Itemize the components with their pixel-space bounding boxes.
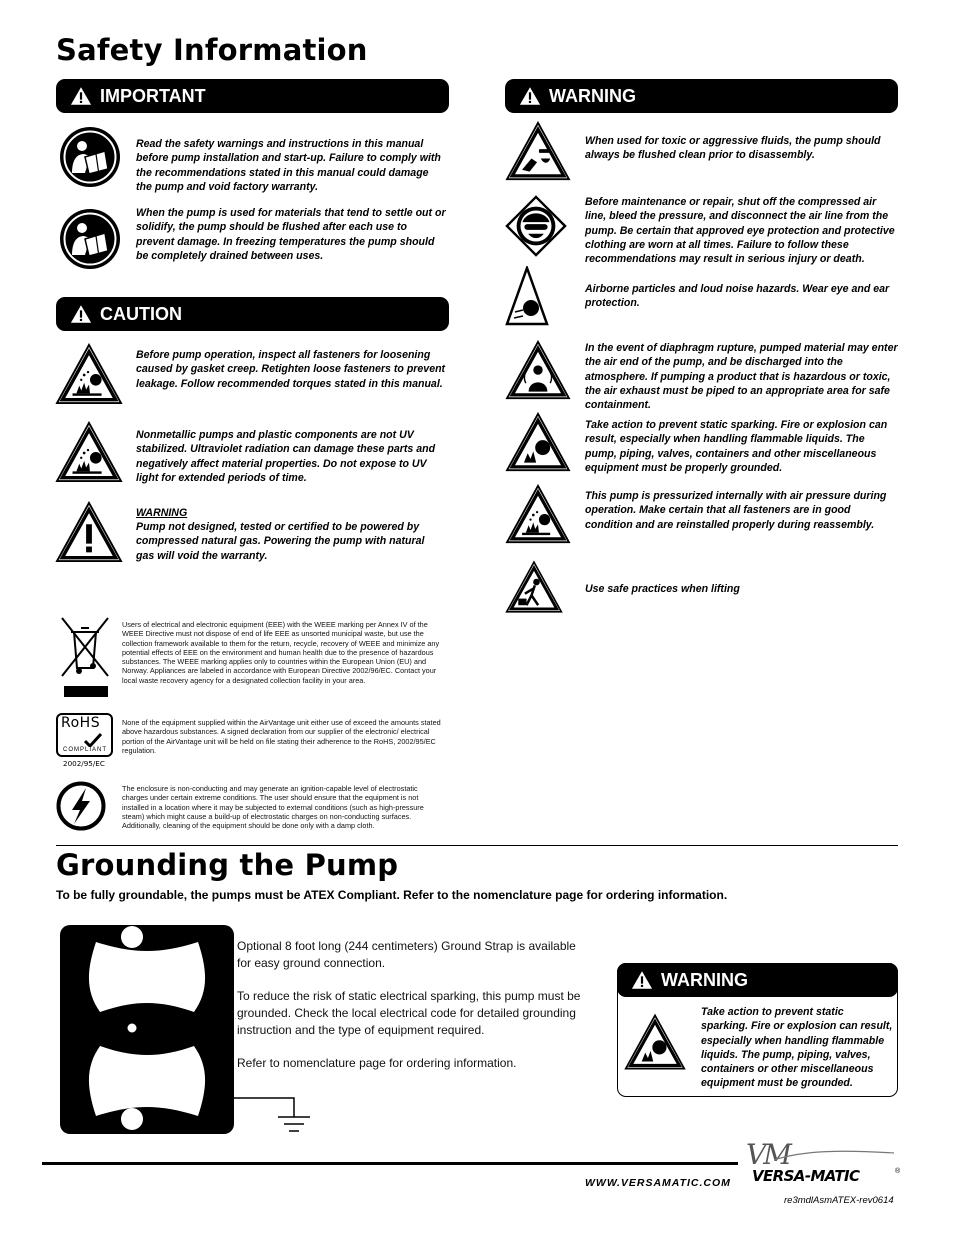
caution-note-1: Before pump operation, inspect all fasteners for loosening caused by gasket creep. Retighten loose fasteners to prevent leakage. Follow recommended torques stated in this manual.	[136, 349, 446, 390]
enclosure-text: The enclosure is non-conducting and may generate an ignition-capable level of electrostatic charges under certain extreme conditions. The user should ensure that the equipment is not installed in a location where it may be subjected to external conditions (such as high-pressure steam) which might cause a build-up of electrostatic charges on non-conducting surfaces. Additionally, cleaning of the equipment should be done only with a damp cloth.	[122, 784, 424, 831]
rohs-text: None of the equipment supplied within the AirVantage unit either use of exceed the amounts stated above hazardous substances. A signed declaration from our supplier of the electronic/ electrical portion of the AirVantage unit will be held on file stating their adherence to the RoHS, 2002/95/EC regulation.	[122, 718, 441, 755]
checkmark-icon	[84, 733, 102, 747]
grounding-warning-banner	[617, 963, 898, 997]
lightning-icon	[56, 781, 106, 831]
warning-triangle-icon	[70, 304, 92, 324]
important-note-1: Read the safety warnings and instructions in this manual before pump installation and start-up. Failure to comply with the recommendations stated in this manual could damage the pump and void factory warranty.	[136, 138, 441, 193]
warning-note-2: Before maintenance or repair, shut off the compressed air line, bleed the pressure, and disconnect the air line from the pump. Be certain that approved eye protection and protective clothing are worn at all times. Failure to follow these recommendations may result in serious injury or death.	[585, 196, 895, 266]
footer-rule	[42, 1162, 738, 1165]
grounding-title: Grounding the Pump	[56, 848, 399, 882]
nomenclature-text: Refer to nomenclature page for ordering information.	[237, 1056, 517, 1070]
warning-triangle-icon	[631, 970, 653, 990]
logo-brand: VERSA-MATIC	[752, 1167, 860, 1185]
important-banner	[56, 79, 449, 113]
warning-triangle-icon	[70, 86, 92, 106]
grounding-warning-label: WARNING	[661, 969, 748, 990]
rohs-logo-icon	[56, 713, 113, 757]
logo-monogram: VM	[746, 1138, 789, 1171]
eye-ear-protection-icon	[505, 266, 549, 326]
static-spark-icon	[505, 412, 571, 472]
rohs-logo-text: RoHS	[61, 715, 101, 731]
warning-note-5: Take action to prevent static sparking. Fire or explosion can result, especially when handling flammable liquids. The pump, piping, valves, containers and other miscellaneous equipment must be properly grounded.	[585, 419, 888, 474]
logo-registered: ®	[895, 1168, 901, 1175]
logo-swoosh	[774, 1148, 896, 1164]
gas-warning-heading: WARNING	[136, 507, 188, 519]
versamatic-logo	[744, 1140, 904, 1192]
protective-gear-icon	[505, 195, 567, 257]
warning-note-6: This pump is pressurized internally with air pressure during operation. Make certain that all fasteners are in good condition and are reinstalled properly during reassembly.	[585, 490, 887, 531]
caution-note-2: Nonmetallic pumps and plastic components are not UV stabilized. Ultraviolet radiation can damage these parts and negatively affect material properties. Do not expose to UV light for extended periods of time.	[136, 429, 436, 484]
doc-code: re3mdlAsmATEX-rev0614	[784, 1195, 894, 1206]
warning-label: WARNING	[549, 85, 636, 106]
read-manual-icon	[58, 125, 122, 189]
caution-label: CAUTION	[100, 303, 182, 324]
weee-text: Users of electrical and electronic equipment (EEE) with the WEEE marking per Annex IV of the WEEE Directive must not dispose of end of life EEE as unsorted municipal waste, but use the collection framework available to them for the return, recycle, recovery of WEEE and minimize any potential effects of EEE on the environment and human health due to the presence of hazardous substances. The WEEE marking applies only to countries within the European Union (EU) and Norway. Appliances are labeled in accordance with European Directive 2002/96/EC. Contact your local waste recovery agency for a designated collection facility in your area.	[122, 620, 440, 685]
exclamation-triangle-icon	[55, 501, 123, 563]
hazard-triangle-icon	[55, 343, 123, 405]
rohs-directive: 2002/95/EC	[63, 759, 105, 768]
footer-url: WWW.VERSAMATIC.COM	[585, 1177, 731, 1189]
gas-warning-text: Pump not designed, tested or certified to be powered by compressed natural gas. Powering the pump with natural gas will void the warranty.	[136, 521, 425, 562]
hazard-triangle-icon	[55, 421, 123, 483]
important-label: IMPORTANT	[100, 85, 206, 106]
diaphragm-rupture-icon	[505, 340, 571, 400]
warning-note-1: When used for toxic or aggressive fluids, the pump should always be flushed clean prior to disassembly.	[585, 135, 881, 162]
page-title: Safety Information	[56, 33, 368, 67]
warning-banner	[505, 79, 898, 113]
hazard-triangle-icon	[505, 484, 571, 544]
grounding-subtitle: To be fully groundable, the pumps must be ATEX Compliant. Refer to the nomenclature page for ordering information.	[56, 888, 728, 902]
warning-note-3: Airborne particles and loud noise hazards. Wear eye and ear protection.	[585, 283, 890, 310]
ground-strap-text: Optional 8 foot long (244 centimeters) Ground Strap is available for easy ground connection.	[237, 939, 576, 970]
warning-note-4: In the event of diaphragm rupture, pumped material may enter the air end of the pump, and be discharged into the atmosphere. If pumping a product that is hazardous or toxic, the air exhaust must be piped to an appropriate area for safe containment.	[585, 342, 898, 412]
grounding-warning-text: Take action to prevent static sparking. Fire or explosion can result, especially when handling flammable liquids. The pump, piping, valves, containers or other miscellaneous equipment must be grounded.	[701, 1006, 893, 1090]
safe-lifting-icon	[505, 557, 563, 617]
weee-bin-icon	[60, 616, 110, 698]
rohs-compliant: COMPLIANT	[62, 747, 107, 753]
warning-triangle-icon	[519, 86, 541, 106]
caution-banner	[56, 297, 449, 331]
read-manual-icon	[58, 207, 122, 271]
warning-note-7: Use safe practices when lifting	[585, 583, 740, 595]
static-spark-icon	[624, 1013, 686, 1071]
grounding-risk-text: To reduce the risk of static electrical sparking, this pump must be grounded. Check the local electrical code for detailed grounding instruction and the type of equipment required.	[237, 989, 581, 1037]
ground-symbol-icon	[234, 1098, 310, 1131]
important-note-2: When the pump is used for materials that tend to settle out or solidify, the pump should be flushed after each use to prevent damage. In freezing temperatures the pump should be completely drained between uses.	[136, 207, 446, 262]
section-divider	[56, 845, 898, 846]
toxic-fluid-hazard-icon	[505, 121, 571, 181]
